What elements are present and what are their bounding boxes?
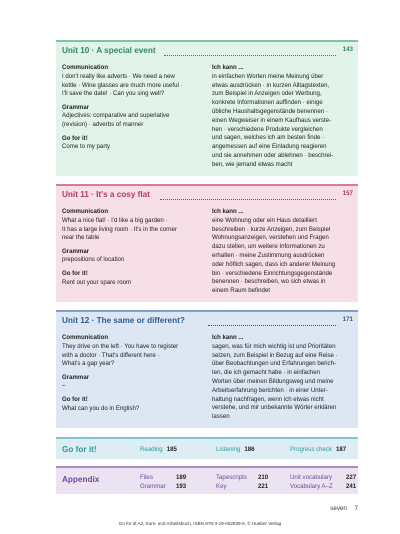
text-line: zum Beispiel in Anzeigen oder Werbung, xyxy=(212,90,322,98)
text-line: angemessen auf eine Einladung reagieren xyxy=(212,143,327,151)
entry-label: Grammar xyxy=(140,483,166,490)
unit-12-right-column xyxy=(212,334,354,422)
entry-page: 185 xyxy=(166,446,177,453)
entry-label: Progress check xyxy=(290,446,332,453)
grammar-heading: Grammar xyxy=(62,247,90,255)
unit-10-page: 143 xyxy=(342,46,353,53)
communication-heading: Communication xyxy=(62,64,109,71)
ich-kann-heading: Ich kann ... xyxy=(212,64,244,71)
entry-page: 193 xyxy=(176,483,187,490)
unit-11-left-column xyxy=(62,208,202,287)
unit-12-header xyxy=(56,312,358,332)
unit-11-dotted-line xyxy=(160,199,336,200)
text-line: ten, die ich gemacht habe · in einfachen xyxy=(212,369,321,377)
text-line: Adjectives: comparative and superlative xyxy=(62,112,170,120)
unit-11-page: 157 xyxy=(342,190,353,197)
ich-kann-heading: Ich kann ... xyxy=(212,334,244,341)
communication-heading: Communication xyxy=(62,334,109,341)
go-for-it-heading: Go for it! xyxy=(62,134,88,142)
text-line: – xyxy=(62,382,66,390)
tapescripts-entry xyxy=(216,474,268,481)
text-line: Worten über meinen Bildungsweg und meine xyxy=(212,377,334,385)
text-line: lassen xyxy=(212,413,230,421)
vocabulary-a-z-entry xyxy=(290,483,356,490)
text-line: Arbeitserfahrung berichten · in einer Unter- xyxy=(212,386,328,394)
unit-12-left-column xyxy=(62,334,202,413)
text-line: I don't really like adverts · We need a new xyxy=(62,72,175,80)
grammar-heading: Grammar xyxy=(62,103,90,111)
entry-label: Vocabulary A–Z xyxy=(290,483,333,490)
text-line: etwas ausdrücken · in kurzen Alltagstexten, xyxy=(212,81,330,89)
text-line: prepositions of location xyxy=(62,256,125,264)
entry-page: 227 xyxy=(346,474,357,481)
text-line: near the table xyxy=(62,234,100,242)
text-line: sagen, was für mich wichtig ist und Prioritäten xyxy=(212,342,336,350)
text-line: I'll save the date! · Can you sing well? xyxy=(62,90,165,98)
entry-page: 186 xyxy=(244,446,255,453)
text-line: dazu stellen, um weitere Informationen zu xyxy=(212,243,325,251)
text-line: eine Wohnung oder ein Haus detailliert xyxy=(212,216,317,224)
text-line: einen Wegweiser in einem Kaufhaus verste- xyxy=(212,116,332,124)
entry-page: 221 xyxy=(258,483,269,490)
unit-10-box xyxy=(56,40,358,176)
text-line: Come to my party xyxy=(62,143,111,151)
entry-page: 241 xyxy=(346,483,357,490)
page-footer-label: seven xyxy=(330,505,347,512)
grammar-heading: Grammar xyxy=(62,373,90,381)
text-line: setzen, zum Beispiel in Bezug auf eine Reise · xyxy=(212,351,338,359)
unit-11-right-column xyxy=(212,208,354,296)
unit-10-left-column xyxy=(62,64,202,152)
text-line: verstehe, und mir unbekannte Wörter erklären xyxy=(212,404,337,412)
unit-10-title: Unit 10 · A special event xyxy=(62,46,156,55)
unit-11-header xyxy=(56,186,358,206)
entry-label: Reading xyxy=(140,446,163,453)
communication-heading: Communication xyxy=(62,208,109,215)
text-line: Rent out your spare room xyxy=(62,278,132,286)
entry-page: 187 xyxy=(336,446,347,453)
text-line: What can you do in English? xyxy=(62,404,140,412)
files-entry xyxy=(140,474,186,481)
progress-check-entry xyxy=(290,446,346,453)
entry-label: Files xyxy=(140,474,153,481)
entry-label: Tapescripts xyxy=(216,474,247,481)
text-line: konkrete Informationen auffinden · einige xyxy=(212,99,323,107)
text-line: oder höflich sagen, dass ich anderer Meinung xyxy=(212,260,336,268)
entry-page: 210 xyxy=(258,474,269,481)
text-line: What's a gap year? xyxy=(62,360,115,368)
go-for-it-title: Go for it! xyxy=(62,445,97,454)
copyright-credit: Go for it! A2, Kurs- und Arbeitsbuch, ISBN 978-3-19-002939-6, © Hueber Verlag xyxy=(118,521,282,526)
text-line: kettle · Wine glasses are much more useful · xyxy=(62,81,183,89)
unit-10-right-column xyxy=(212,64,354,170)
unit-11-box xyxy=(56,184,358,302)
text-line: They drive on the left · You have to register xyxy=(62,342,179,350)
unit-10-dotted-line xyxy=(164,55,336,56)
text-line: bin · verschiedene Einrichtungsgegenstände xyxy=(212,269,333,277)
go-for-it-box xyxy=(56,437,358,459)
ich-kann-heading: Ich kann ... xyxy=(212,208,244,215)
text-line: in einfachen Worten meine Meinung über xyxy=(212,72,324,80)
entry-label: Unit vocabulary xyxy=(290,474,332,481)
text-line: (revision) · adverbs of manner xyxy=(62,121,144,129)
go-for-it-heading: Go for it! xyxy=(62,269,88,277)
text-line: ben, wie jemand etwas macht xyxy=(212,160,293,168)
text-line: Wohnungsanzeigen, verstehen und Fragen xyxy=(212,234,329,242)
page-footer xyxy=(330,505,358,512)
text-line: benennen · beschreiben, wo sich etwas in xyxy=(212,278,326,286)
text-line: What a nice flat! · I'd like a big garden · xyxy=(62,216,168,224)
text-line: über Beobachtungen und Erfahrungen berich- xyxy=(212,360,336,368)
text-line: hen · verschiedene Produkte vergleichen xyxy=(212,125,323,133)
grammar-entry xyxy=(140,483,186,490)
text-line: haltung nachfragen, wenn ich etwas nicht xyxy=(212,395,324,403)
entry-label: Key xyxy=(216,483,227,490)
listening-entry xyxy=(216,446,255,453)
text-line: erhalten · meine Zustimmung ausdrücken xyxy=(212,251,325,259)
unit-12-title: Unit 12 · The same or different? xyxy=(62,316,185,325)
entry-page: 189 xyxy=(176,474,187,481)
text-line: beschreiben · kurze Anzeigen, zum Beispiel xyxy=(212,225,331,233)
unit-12-box xyxy=(56,310,358,428)
appendix-box xyxy=(56,466,358,494)
text-line: einem Raum befindet xyxy=(212,287,270,295)
page-number: 7 xyxy=(354,505,358,512)
unit-11-title: Unit 11 · It's a cosy flat xyxy=(62,190,150,199)
key-entry xyxy=(216,483,268,490)
unit-vocabulary-entry xyxy=(290,474,356,481)
go-for-it-heading: Go for it! xyxy=(62,395,88,403)
entry-label: Listening xyxy=(216,446,241,453)
unit-12-page: 171 xyxy=(342,316,353,323)
unit-10-header xyxy=(56,42,358,62)
text-line: It has a large living room · It's in the corner xyxy=(62,225,177,233)
text-line: übliche Haushaltsgegenstände benennen · xyxy=(212,107,328,115)
text-line: with a doctor · That's different here · xyxy=(62,351,160,359)
reading-entry xyxy=(140,446,177,453)
text-line: und sie annehmen oder ablehnen · beschrei- xyxy=(212,151,334,159)
unit-12-dotted-line xyxy=(208,325,336,326)
text-line: und sagen, welches ich am besten finde · xyxy=(212,134,325,142)
appendix-title: Appendix xyxy=(62,475,100,484)
